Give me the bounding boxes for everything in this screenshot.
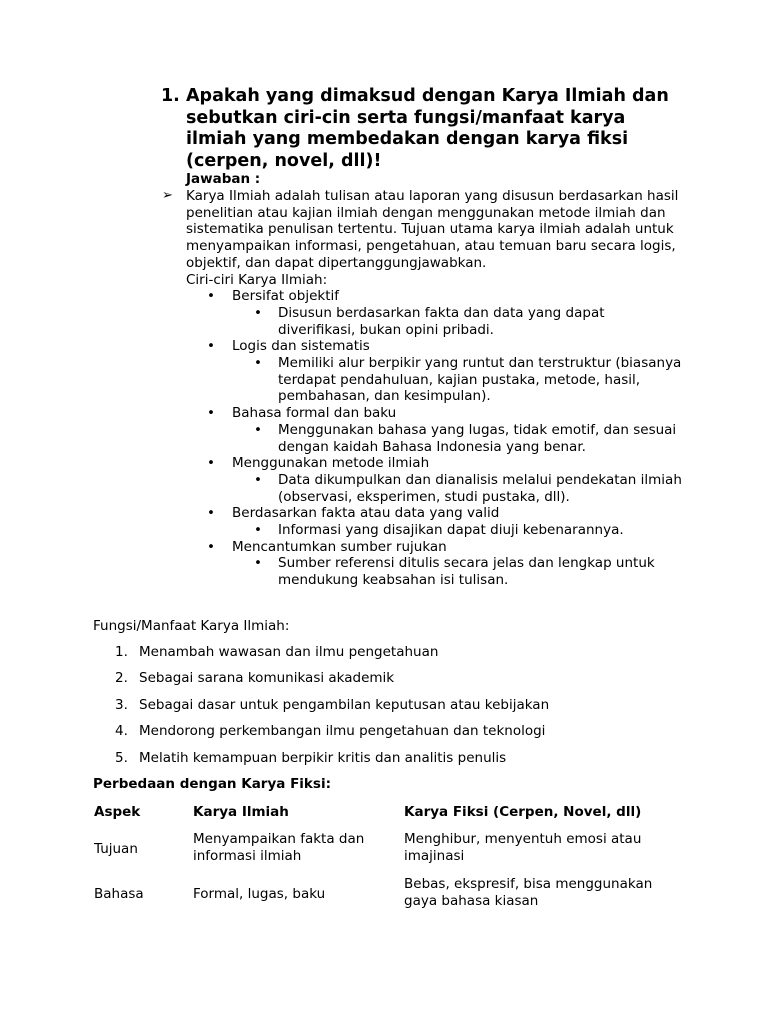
ciri-detail: • Data dikumpulkan dan dianalisis melalui pendekatan ilmiah (observasi, eksperimen, studi pustaka, dll). [232,472,686,505]
fungsi-text: Sebagai sarana komunikasi akademik [139,670,395,687]
ciri-label: Berdasarkan fakta atau data yang valid [232,505,500,522]
fungsi-number: 3. [115,696,128,713]
table-cell: Formal, lugas, baku [193,886,326,902]
ciri-label: Mencantumkan sumber rujukan [232,538,447,555]
ciri-item [186,288,686,338]
ciri-detail: • Sumber referensi ditulis secara jelas dan lengkap untuk mendukung keabsahan isi tulisan. [232,555,686,588]
ciri-label: Menggunakan metode ilmiah [232,455,430,472]
ciri-detail: • Menggunakan bahasa yang lugas, tidak emotif, dan sesuai dengan kaidah Bahasa Indonesia yang benar. [232,422,686,455]
table-cell: Bebas, ekspresif, bisa menggunakan gaya bahasa kiasan [404,876,653,909]
ciri-item [186,505,686,538]
answer-body [186,188,686,589]
fungsi-item [93,723,693,749]
fungsi-number: 1. [115,644,128,660]
ciri-list [186,288,686,589]
fungsi-list [93,644,693,776]
fungsi-text: Mendorong perkembangan ilmu pengetahuan dan teknologi [139,723,546,740]
question-number: 1. [161,86,180,106]
fungsi-number: 5. [115,749,128,766]
fungsi-title: Fungsi/Manfaat Karya Ilmiah: [93,618,290,634]
question-text: Apakah yang dimaksud dengan Karya Ilmiah dan sebutkan ciri-cin serta fungsi/manfaat karya ilmiah yang membedakan dengan karya fiksi (cerpen, novel, dll)! [186,86,669,171]
ciri-label: Bersifat objektif [232,288,340,305]
ciri-label: Bahasa formal dan baku [232,405,397,422]
fungsi-item [93,644,693,670]
fungsi-number: 2. [115,670,128,687]
answer-label: Jawaban : [186,171,261,187]
fungsi-item [93,697,693,723]
table-cell: Menghibur, menyentuh emosi atau imajinasi [404,831,642,864]
table-header-cell: Karya Ilmiah [193,804,289,820]
ciri-detail: • Memiliki alur berpikir yang runtut dan terstruktur (biasanya terdapat pendahuluan, kajian pustaka, metode, hasil, pembahasan, dan kesimpulan). [232,355,686,405]
definition-paragraph: Karya Ilmiah adalah tulisan atau laporan yang disusun berdasarkan hasil penelitian atau kajian ilmiah dengan menggunakan metode ilmiah dan sistematika penulisan tertentu. Tujuan utama karya ilmiah adalah untuk menyampaikan informasi, pengetahuan, atau temuan baru secara logis, objektif, dan dapat dipertanggungjawabkan. [186,188,679,271]
table-cell: Tujuan [94,841,138,857]
table-header-cell: Aspek [94,804,141,820]
fungsi-text: Menambah wawasan dan ilmu pengetahuan [139,644,439,660]
ciri-title: Ciri-ciri Karya Ilmiah: [186,271,328,288]
ciri-item [186,405,686,455]
perbedaan-title: Perbedaan dengan Karya Fiksi: [93,776,331,792]
table-cell: Bahasa [94,886,144,902]
arrow-bullet-icon: ➢ [162,188,173,203]
fungsi-item [93,750,693,776]
fungsi-item [93,670,693,696]
fungsi-number: 4. [115,723,128,740]
ciri-item [186,539,686,589]
fungsi-text: Melatih kemampuan berpikir kritis dan analitis penulis [139,749,507,766]
ciri-item [186,455,686,505]
table-header-cell: Karya Fiksi (Cerpen, Novel, dll) [404,804,642,820]
fungsi-text: Sebagai dasar untuk pengambilan keputusan atau kebijakan [139,696,550,713]
ciri-item [186,338,686,405]
ciri-label: Logis dan sistematis [232,338,370,355]
table-cell: Menyampaikan fakta dan informasi ilmiah [193,831,365,864]
ciri-detail: • Informasi yang disajikan dapat diuji kebenarannya. [232,522,686,539]
ciri-detail: • Disusun berdasarkan fakta dan data yang dapat diverifikasi, bukan opini pribadi. [232,305,686,338]
